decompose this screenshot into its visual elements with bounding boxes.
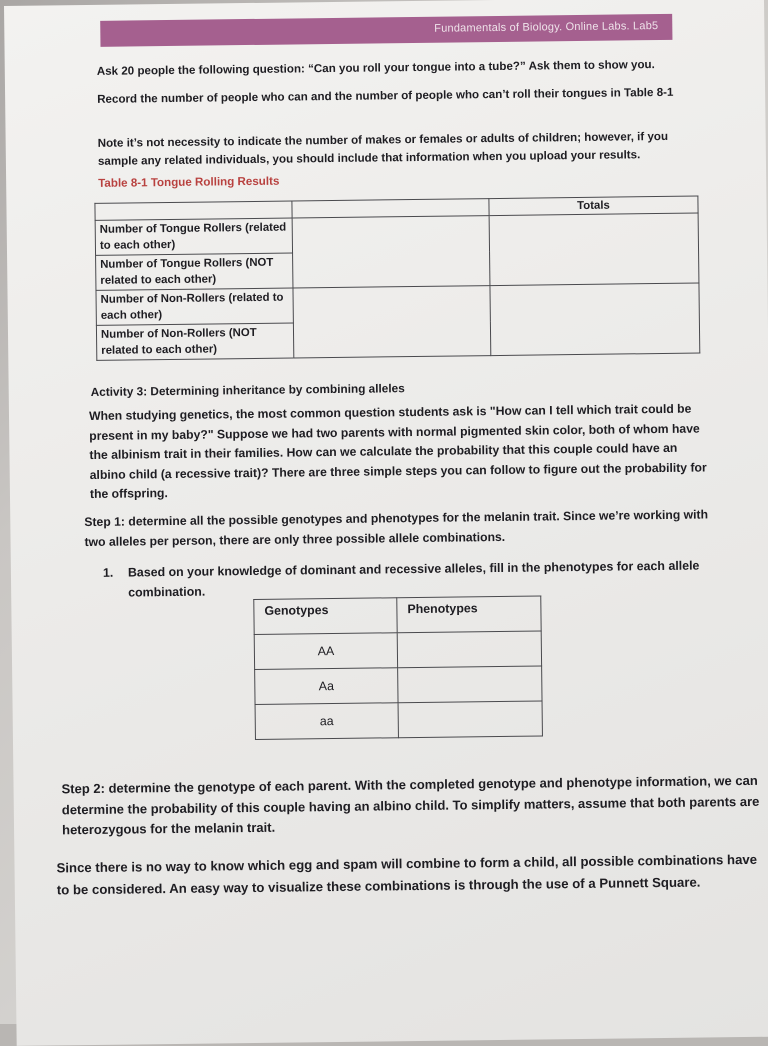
activity-text-emphasis: recessive [174, 465, 231, 481]
count-cell[interactable] [292, 216, 490, 288]
punnett-paragraph [56, 849, 766, 901]
step-2-label: Step 2: [61, 780, 106, 797]
step-2-text: for the melanin trait. [146, 819, 276, 837]
table-row [96, 283, 699, 325]
step-2 [61, 771, 762, 841]
totals-cell[interactable] [489, 213, 699, 286]
row-label: Number of Tongue Rollers (NOT related to each other) [96, 253, 293, 290]
row-label: Number of Non-Rollers (NOT related to each other) [96, 323, 293, 360]
table-row [254, 631, 541, 670]
question-text: Based on your knowledge of dominant and recessive alleles, fill in the phenotypes for each allele combination. [127, 558, 700, 600]
worksheet-page [4, 0, 768, 1046]
step-1-text: determine all the possible genotypes and phenotypes for the melanin trait. Since we’re working with two alleles per person, there are [84, 507, 709, 549]
intro-line-1: Ask 20 people the following question: “Can you roll your tongue into a tube?” Ask them to show you. [96, 58, 655, 78]
table-header-row [254, 596, 541, 635]
header-bar [100, 14, 672, 47]
step-1-emphasis: only three [274, 531, 333, 547]
genotype-cell: Aa [255, 668, 398, 705]
punnett-text: Since there is no way to know which egg and spam will combine to form a child, all possible combinations have to be considered. An easy way to visualize these combinations is through the use of a [56, 851, 758, 897]
header-title: Fundamentals of Biology. Online Labs. Lab5 [434, 20, 659, 35]
question-number: 1. [102, 565, 114, 580]
question-1 [103, 555, 723, 603]
genotype-cell: AA [254, 633, 397, 670]
totals-header: Totals [489, 196, 698, 216]
table-row [95, 213, 698, 255]
phenotype-cell[interactable] [398, 701, 542, 738]
phenotype-cell[interactable] [398, 666, 542, 703]
activity-paragraph [89, 399, 710, 504]
phenotype-cell[interactable] [397, 631, 541, 668]
step-2-emphasis: both parents are heterozygous [61, 793, 760, 838]
step-1-text: possible allele combinations. [332, 529, 506, 546]
punnett-square-term: Punnett Square. [599, 874, 701, 891]
step-1-label: Step 1: [84, 514, 126, 530]
genotypes-header: Genotypes [254, 598, 397, 635]
totals-cell[interactable] [490, 283, 700, 356]
phenotypes-header: Phenotypes [397, 596, 541, 633]
genotype-phenotype-table [253, 595, 543, 740]
tongue-rolling-table [94, 196, 700, 361]
intro-note: Note it’s not necessity to indicate the number of makes or females or adults of children; however, if you sample any related individuals, you should include that information when you upload your results. [97, 129, 669, 168]
table-caption: Table 8-1 Tongue Rolling Results [98, 174, 280, 190]
activity-title: Activity 3: Determining inheritance by combining alleles [90, 381, 405, 399]
activity-text: When studying genetics, the most common question students ask is "How can I tell which trait could be present in my baby?" Suppose we had two parents with normal pigmented skin color, both of whom have the albinism trait in their families. How can we calculate the probability that this couple could have an albino child (a [88, 401, 700, 482]
count-cell[interactable] [293, 286, 491, 358]
row-label: Number of Tongue Rollers (related to each other) [95, 218, 292, 255]
intro-line-2: Record the number of people who can and the number of people who can’t roll their tongues in Table 8-1 [97, 85, 674, 106]
step-1 [84, 505, 714, 552]
step-2-text: determine the genotype of each parent. With the completed genotype and phenotype information, we can determine the probability of this couple having an albino child. To simplify matters, assume that [61, 772, 758, 817]
genotype-cell: aa [255, 703, 398, 740]
activity-text: trait)? There are three simple steps you can follow to figure out the probability for the offspring. [89, 459, 707, 501]
table-row [255, 701, 542, 740]
row-label: Number of Non-Rollers (related to each other) [96, 288, 293, 325]
table-row [255, 666, 542, 705]
